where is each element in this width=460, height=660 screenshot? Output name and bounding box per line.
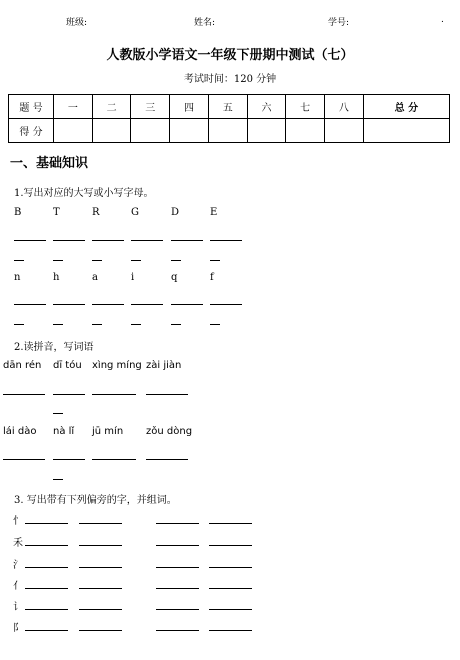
q2-pinyin: dī tóu	[53, 360, 82, 371]
student-id-label: 学号:	[328, 18, 350, 28]
q3-radical: 阝	[13, 623, 23, 634]
q3-radical: 亻	[13, 581, 23, 592]
answer-line[interactable]	[79, 523, 122, 524]
q2-prompt: 2.读拼音，写词语	[14, 342, 94, 353]
answer-line-tail	[53, 260, 63, 261]
answer-line[interactable]	[53, 304, 85, 305]
answer-line[interactable]	[156, 545, 199, 546]
answer-line-tail	[210, 324, 220, 325]
q3-prompt: 3. 写出带有下列偏旁的字，并组词。	[14, 495, 177, 506]
answer-line[interactable]	[92, 304, 124, 305]
answer-line[interactable]	[92, 394, 136, 395]
score-input-7[interactable]	[286, 119, 325, 143]
answer-line-tail	[53, 324, 63, 325]
q2-pinyin: nà lǐ	[53, 426, 75, 437]
answer-line[interactable]	[92, 240, 124, 241]
answer-line[interactable]	[146, 394, 188, 395]
answer-line[interactable]	[209, 630, 252, 631]
answer-line[interactable]	[209, 609, 252, 610]
answer-line[interactable]	[79, 609, 122, 610]
answer-line-tail	[210, 260, 220, 261]
score-input-6[interactable]	[247, 119, 286, 143]
q3-radical: 氵	[13, 560, 23, 571]
header-cell-3: 三	[131, 95, 170, 119]
answer-line[interactable]	[79, 567, 122, 568]
header-cell-8: 八	[325, 95, 364, 119]
q1-letter: G	[131, 207, 139, 218]
answer-line[interactable]	[146, 459, 188, 460]
exam-title: 人教版小学语文一年级下册期中测试（七）	[106, 48, 354, 63]
answer-line[interactable]	[53, 394, 85, 395]
answer-line[interactable]	[209, 588, 252, 589]
header-cell-total: 总 分	[363, 95, 449, 119]
answer-line-tail	[53, 479, 63, 480]
answer-line[interactable]	[79, 630, 122, 631]
answer-line-tail	[171, 260, 181, 261]
answer-line[interactable]	[209, 523, 252, 524]
score-input-8[interactable]	[325, 119, 364, 143]
score-table-score-row	[9, 119, 450, 143]
q2-pinyin: jū mín	[92, 426, 124, 437]
q3-radical: 忄	[13, 516, 23, 527]
q1-letter: i	[131, 272, 135, 283]
answer-line[interactable]	[25, 609, 68, 610]
answer-line[interactable]	[156, 588, 199, 589]
score-input-1[interactable]	[54, 119, 93, 143]
q3-radical: 讠	[13, 602, 23, 613]
class-label: 班级:	[66, 18, 88, 28]
answer-line[interactable]	[131, 240, 163, 241]
answer-line[interactable]	[210, 304, 242, 305]
answer-line-tail	[171, 324, 181, 325]
answer-line-tail	[53, 413, 63, 414]
section-heading: 一、基础知识	[10, 156, 89, 171]
answer-line[interactable]	[3, 459, 45, 460]
q1-letter: a	[92, 272, 98, 283]
q1-letter: R	[92, 207, 100, 218]
score-input-4[interactable]	[170, 119, 209, 143]
answer-line[interactable]	[156, 609, 199, 610]
score-table-header-row	[9, 95, 450, 119]
q1-letter: h	[53, 272, 60, 283]
answer-line-tail	[131, 260, 141, 261]
answer-line[interactable]	[156, 523, 199, 524]
answer-line[interactable]	[25, 588, 68, 589]
header-cell-5: 五	[208, 95, 247, 119]
header-cell-4: 四	[170, 95, 209, 119]
answer-line[interactable]	[210, 240, 242, 241]
answer-line[interactable]	[3, 394, 45, 395]
header-cell-7: 七	[286, 95, 325, 119]
answer-line[interactable]	[25, 545, 68, 546]
q1-letter: D	[171, 207, 180, 218]
answer-line-tail	[14, 260, 24, 261]
score-input-3[interactable]	[131, 119, 170, 143]
header-cell-1: 一	[54, 95, 93, 119]
score-input-5[interactable]	[208, 119, 247, 143]
q3-radical: 禾	[13, 538, 23, 549]
score-table	[8, 94, 450, 143]
header-cell-question: 题 号	[9, 95, 54, 119]
answer-line-tail	[14, 324, 24, 325]
answer-line[interactable]	[53, 459, 85, 460]
header-cell-2: 二	[92, 95, 131, 119]
q1-letter: f	[210, 272, 214, 283]
answer-line[interactable]	[156, 630, 199, 631]
q1-letter: n	[14, 272, 21, 283]
exam-duration: 考试时间：120 分钟	[183, 74, 277, 85]
q2-pinyin: zài jiàn	[146, 360, 182, 371]
answer-line-tail	[131, 324, 141, 325]
answer-line[interactable]	[131, 304, 163, 305]
header-cell-6: 六	[247, 95, 286, 119]
name-label: 姓名:	[194, 18, 216, 28]
q2-pinyin: dān rén	[3, 360, 42, 371]
q1-letter: E	[210, 207, 218, 218]
answer-line[interactable]	[92, 459, 136, 460]
answer-line[interactable]	[156, 567, 199, 568]
score-row-label: 得 分	[9, 119, 54, 143]
q2-pinyin: xìng míng	[92, 360, 142, 371]
q1-letter: T	[53, 207, 60, 218]
score-input-total[interactable]	[363, 119, 449, 143]
q1-letter: B	[14, 207, 22, 218]
header-trailing-dot: .	[441, 15, 444, 25]
answer-line[interactable]	[171, 240, 203, 241]
q2-pinyin: zǒu dòng	[146, 426, 193, 437]
answer-line[interactable]	[209, 545, 252, 546]
answer-line[interactable]	[14, 304, 46, 305]
answer-line-tail	[92, 324, 102, 325]
answer-line[interactable]	[25, 567, 68, 568]
answer-line[interactable]	[171, 304, 203, 305]
q1-letter: q	[171, 272, 178, 283]
score-input-2[interactable]	[92, 119, 131, 143]
answer-line[interactable]	[25, 630, 68, 631]
answer-line-tail	[92, 260, 102, 261]
answer-line[interactable]	[79, 545, 122, 546]
q2-pinyin: lái dào	[3, 426, 37, 437]
answer-line[interactable]	[25, 523, 68, 524]
answer-line[interactable]	[14, 240, 46, 241]
answer-line[interactable]	[53, 240, 85, 241]
answer-line[interactable]	[209, 567, 252, 568]
q1-prompt: 1.写出对应的大写或小写字母。	[14, 188, 154, 199]
answer-line[interactable]	[79, 588, 122, 589]
